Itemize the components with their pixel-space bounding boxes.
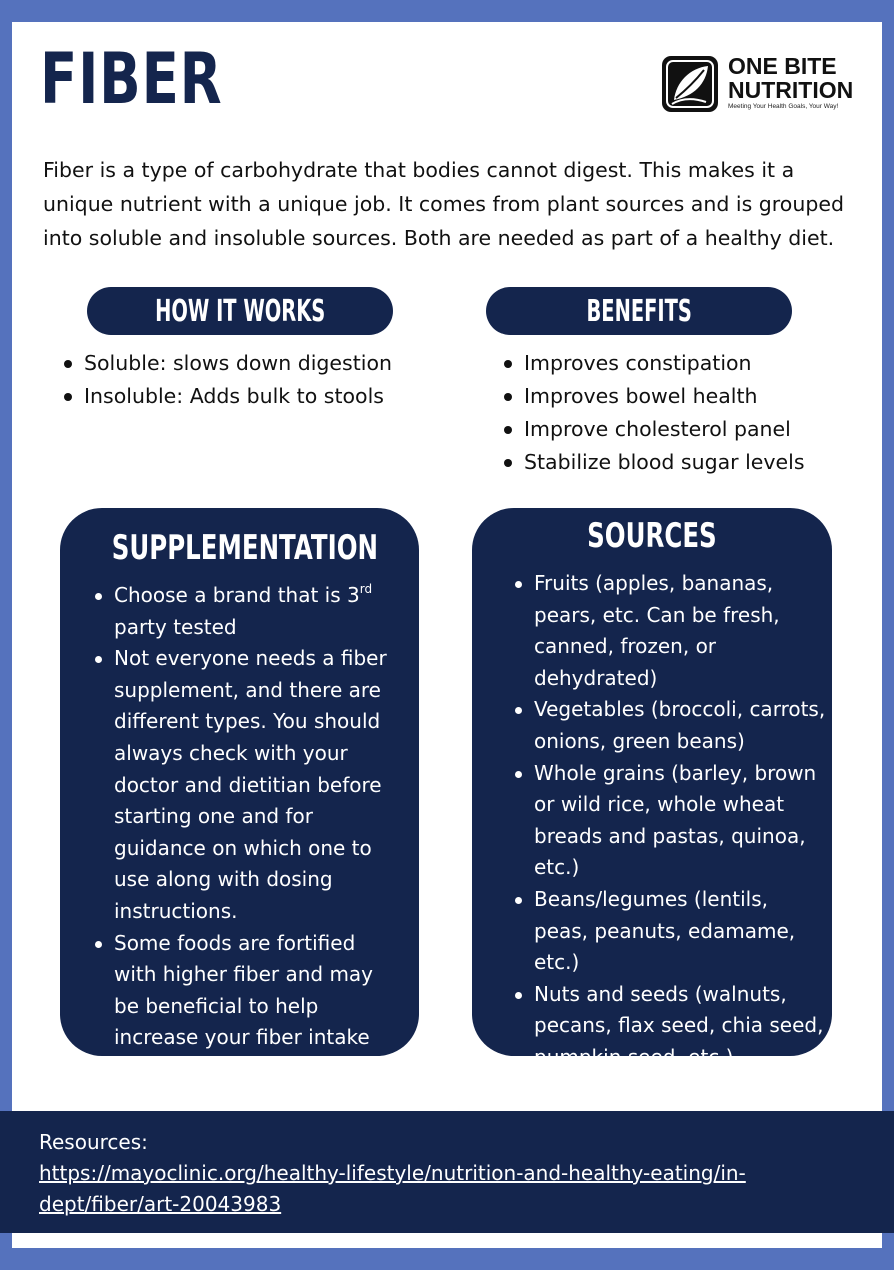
list-item: Soluble: slows down digestion [64, 347, 444, 380]
benefits-heading [486, 287, 792, 335]
sources-heading-text: SOURCES [587, 516, 717, 556]
supplementation-list [94, 580, 404, 1054]
resources-label: Resources: [39, 1130, 148, 1154]
how-it-works-heading-text: HOW IT WORKS [154, 294, 326, 329]
list-item: Fruits (apples, bananas, pears, etc. Can be fresh, canned, frozen, or dehydrated) [514, 568, 826, 694]
sources-heading [472, 516, 832, 556]
ordinal-suffix: rd [359, 582, 373, 596]
list-item: Beans/legumes (lentils, peas, peanuts, edamame, etc.) [514, 884, 826, 979]
list-item: Not everyone needs a fiber supplement, and there are different types. You should always check with your doctor and dietitian before starting one and for guidance on which one to use along with dosing instructions. [94, 643, 404, 927]
list-item: Stabilize blood sugar levels [504, 446, 864, 479]
list-item: Insoluble: Adds bulk to stools [64, 380, 444, 413]
brand-name-line2: NUTRITION [728, 77, 854, 103]
supplementation-heading-text: SUPPLEMENTATION [111, 528, 379, 568]
list-item: Vegetables (broccoli, carrots, onions, green beans) [514, 694, 826, 757]
brand-name-line1: ONE BITE [728, 53, 837, 79]
list-item-text: party tested [114, 614, 237, 639]
how-it-works-heading [87, 287, 393, 335]
benefits-heading-text: BENEFITS [586, 294, 692, 329]
brand-name [728, 54, 853, 102]
sources-card [472, 508, 832, 1069]
resources-footer [0, 1111, 894, 1233]
list-item: Whole grains (barley, brown or wild rice, whole wheat breads and pastas, quinoa, etc.) [514, 758, 826, 884]
supplementation-card [60, 508, 419, 1056]
list-item-text: Choose a brand that is 3 [114, 583, 360, 607]
page-title: FIBER [40, 38, 223, 120]
sources-list [514, 568, 826, 1074]
resources-link[interactable]: https://mayoclinic.org/healthy-lifestyle/nutrition-and-healthy-eating/in-dept/fiber/art-20043983 [39, 1161, 746, 1216]
list-item: Improves bowel health [504, 380, 864, 413]
list-item [94, 580, 404, 643]
brand-logo [660, 52, 854, 116]
list-item: Improves constipation [504, 347, 864, 380]
benefits-list [504, 347, 864, 479]
list-item: Nuts and seeds (walnuts, pecans, flax seed, chia seed, pumpkin seed, etc.) [514, 979, 826, 1074]
list-item: Improve cholesterol panel [504, 413, 864, 446]
how-it-works-list [64, 347, 444, 413]
brand-tagline: Meeting Your Health Goals, Your Way! [728, 103, 839, 110]
leaf-logo-icon [660, 54, 720, 114]
intro-paragraph: Fiber is a type of carbohydrate that bodies cannot digest. This makes it a unique nutrient with a unique job. It comes from plant sources and is grouped into soluble and insoluble sources. Both are needed as part of a healthy diet. [43, 158, 844, 250]
list-item: Some foods are fortified with higher fiber and may be beneficial to help increase your fiber intake [94, 928, 404, 1054]
supplementation-heading [60, 528, 419, 568]
